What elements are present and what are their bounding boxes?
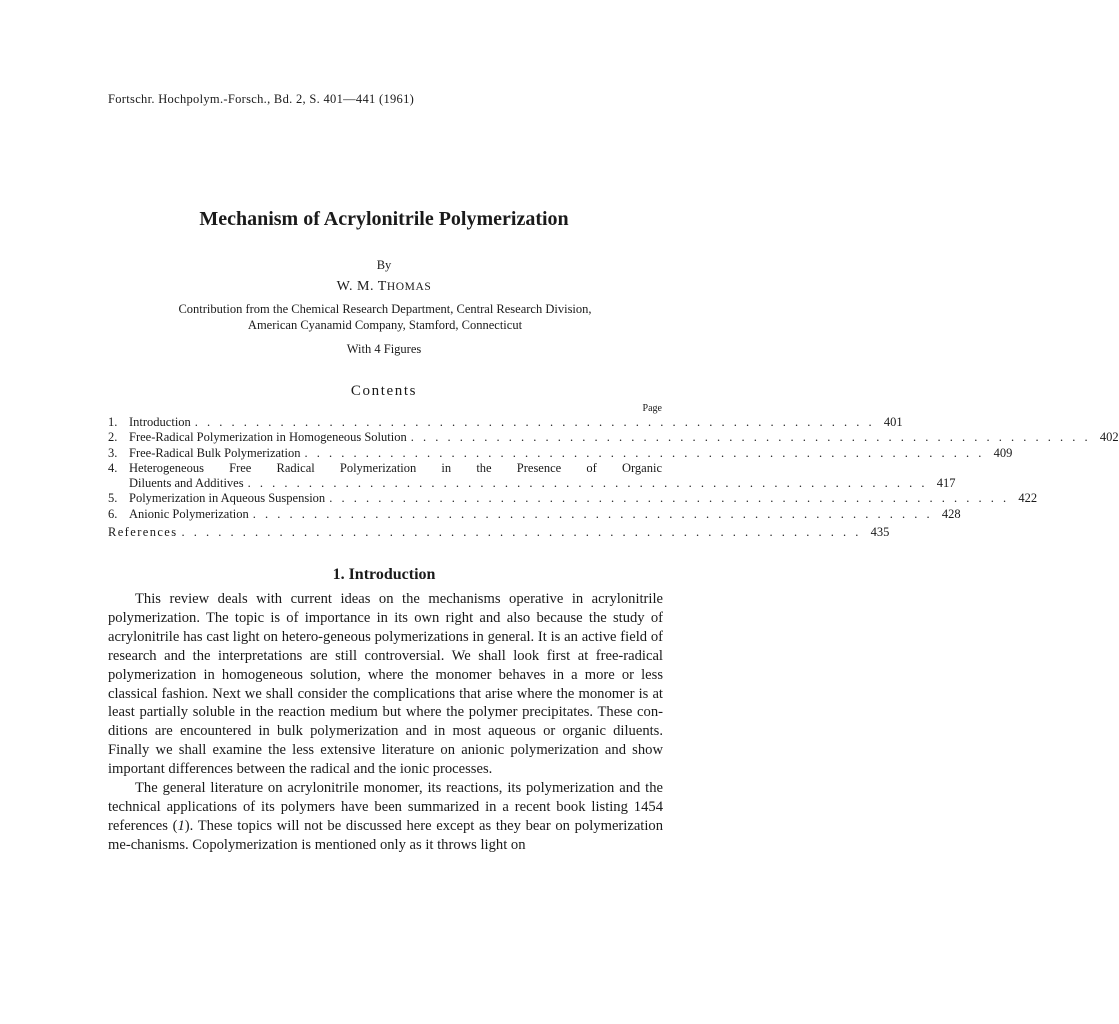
contents-heading: Contents — [350, 383, 418, 399]
toc-entry — [108, 430, 1119, 445]
byline-label: By — [376, 258, 392, 272]
citation-number: 1 — [177, 817, 185, 834]
toc-entry-title: Heterogeneous Free Radical Polymerization in the Presence of Organic — [129, 460, 662, 475]
affiliation-line-1: Contribution from the Chemical Research Department, Central Research Division, — [178, 302, 592, 316]
toc-entry-title-continued: Diluents and Additives — [129, 476, 244, 491]
toc-entry-title: Free-Radical Bulk Polymerization — [129, 445, 301, 460]
author-initials: W. M. T — [336, 279, 387, 294]
figures-note: With 4 Figures — [346, 342, 422, 356]
toc-entry — [108, 445, 1013, 461]
toc-page-label: Page — [642, 403, 662, 414]
toc-entry-page: 402 — [1099, 430, 1119, 445]
toc-references-title: References — [108, 525, 178, 540]
toc-entry — [108, 506, 961, 522]
toc-entry-title: Polymerization in Aqueous Suspension — [129, 491, 326, 506]
paragraph-text: The general literature on acrylonitrile monomer, its reactions, its polymerization and the technical applications of its polymers have been summarized in a recent book listing 1454 references ( — [108, 780, 663, 834]
paragraph: This review deals with current ideas on the mechanisms operative in acrylonitrile polymerization. The topic is of importance in its own right and also because the study of acrylonitrile has cast light on hetero-geneous polymerizations in general. It is an active field of research and the interpretations are still controversial. We shall look first at free-radical polymerization in homogeneous solution, where the monomer behaves in a more or less classical fashion. Next we shall consider the complications that arise where the monomer is at least partially soluble in the reaction medium but where the polymer precipitates. These con-ditions are encountered in bulk polymerization and in most aqueous or organic diluents. Finally we shall examine the less extensive literature on anionic polymerization and show important differences between the radical and the ionic processes. — [108, 591, 663, 778]
affiliation — [108, 301, 662, 333]
toc-entry-title: Anionic Polymerization — [129, 506, 249, 521]
toc-entry-page: 417 — [936, 476, 956, 491]
toc-entry-number: 1. — [108, 415, 118, 429]
toc-entry-title: Free-Radical Polymerization in Homogeneous Solution — [129, 430, 407, 445]
toc-leader: . . . . . . . . . . . . . . . . . . . . . . . . . . . . . . . . . . . . . . . . . . . . . . . . . . . . . . . . — [247, 476, 928, 491]
author-surname: HOMAS — [386, 281, 432, 293]
toc-entry-page: 401 — [883, 415, 903, 429]
toc-entry-page: 422 — [1018, 491, 1038, 506]
affiliation-line-2: American Cyanamid Company, Stamford, Connecticut — [247, 318, 523, 332]
article-title: Mechanism of Acrylonitrile Polymerization — [199, 208, 569, 230]
paragraph-text: ). These topics will not be discussed here except as they bear on polymerization me-chanisms. Copolymerization is mentioned only as it throws light on — [108, 817, 663, 853]
toc-entry-number: 2. — [108, 430, 118, 445]
table-of-contents — [108, 402, 1119, 540]
author-name — [0, 279, 768, 295]
journal-reference: Fortschr. Hochpolym.-Forsch., Bd. 2, S. 401—441 (1961) — [108, 92, 415, 106]
toc-leader: . . . . . . . . . . . . . . . . . . . . . . . . . . . . . . . . . . . . . . . . . . . . . . . . . . . . . . . . — [181, 525, 862, 540]
toc-entry-number: 3. — [108, 445, 118, 460]
toc-references-page: 435 — [870, 525, 890, 540]
toc-leader: . . . . . . . . . . . . . . . . . . . . . . . . . . . . . . . . . . . . . . . . . . . . . . . . . . . . . . . . — [410, 430, 1091, 445]
section-heading: 1. Introduction — [332, 566, 436, 583]
toc-leader: . . . . . . . . . . . . . . . . . . . . . . . . . . . . . . . . . . . . . . . . . . . . . . . . . . . . . . . . — [252, 506, 933, 521]
toc-leader: . . . . . . . . . . . . . . . . . . . . . . . . . . . . . . . . . . . . . . . . . . . . . . . . . . . . . . . . — [304, 445, 985, 460]
toc-entry — [108, 491, 1038, 506]
toc-entry-page: 428 — [941, 506, 961, 521]
toc-entry-number: 6. — [108, 506, 118, 521]
toc-entry-number: 5. — [108, 491, 118, 506]
toc-entry-continuation — [108, 476, 956, 491]
toc-entry-title: Introduction — [129, 415, 191, 429]
toc-entry — [108, 415, 903, 430]
toc-entry-page: 409 — [993, 445, 1013, 460]
section-body — [108, 590, 663, 855]
toc-entry — [108, 461, 662, 476]
toc-leader: . . . . . . . . . . . . . . . . . . . . . . . . . . . . . . . . . . . . . . . . . . . . . . . . . . . . . . . . — [194, 415, 875, 429]
toc-entry-number: 4. — [108, 460, 118, 475]
toc-leader: . . . . . . . . . . . . . . . . . . . . . . . . . . . . . . . . . . . . . . . . . . . . . . . . . . . . . . . . — [329, 491, 1010, 506]
paragraph — [108, 779, 663, 855]
toc-references — [108, 525, 890, 540]
